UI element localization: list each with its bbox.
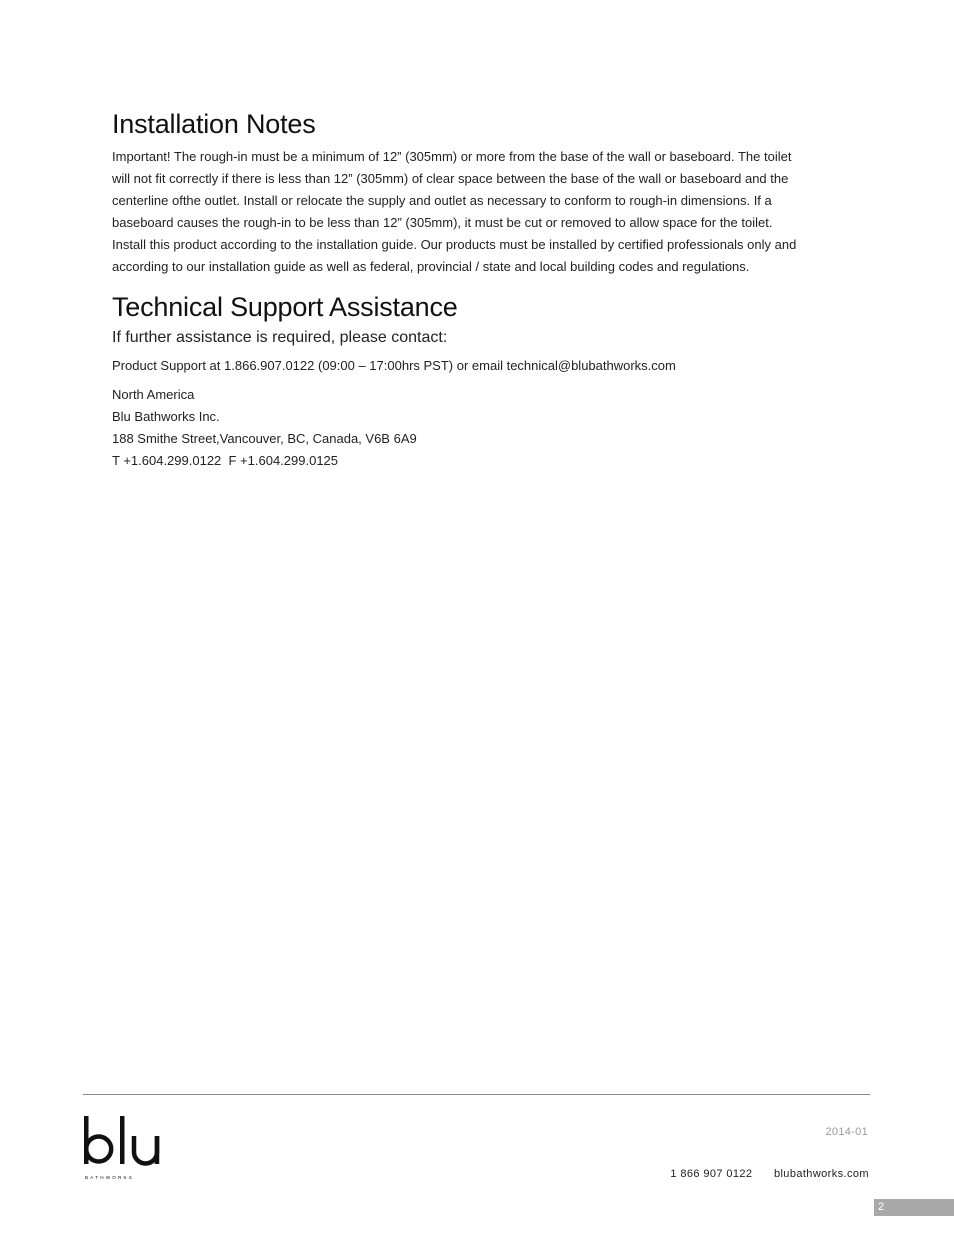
- footer-website-link[interactable]: blubathworks.com: [773, 1168, 869, 1180]
- installation-line: Install this product according to the installation guide. Our products must be installed by certified professionals only and: [112, 237, 797, 252]
- installation-line: will not fit correctly if there is less than 12” (305mm) of clear space between the base of the wall or baseboard and the: [112, 171, 789, 186]
- page-number-tab: 2: [874, 1199, 954, 1216]
- installation-notes-body: [112, 146, 842, 278]
- address-street: 188 Smithe Street,Vancouver, BC, Canada, V6B 6A9: [112, 431, 417, 446]
- footer-divider: [83, 1094, 870, 1095]
- installation-notes-heading: Installation Notes: [112, 109, 316, 139]
- support-subtitle: If further assistance is required, please contact:: [112, 329, 448, 346]
- address-phone-fax: T +1.604.299.0122 F +1.604.299.0125: [112, 453, 339, 468]
- installation-line: centerline ofthe outlet. Install or relocate the supply and outlet as necessary to conform to rough-in dimensions. If a: [112, 193, 772, 208]
- contact-address: [112, 384, 842, 472]
- blu-bathworks-logo: [83, 1116, 163, 1180]
- main-content: [112, 108, 842, 472]
- footer-contact: [670, 1168, 869, 1180]
- footer-phone: 1 866 907 0122: [670, 1168, 753, 1180]
- product-support-line: Product Support at 1.866.907.0122 (09:00 – 17:00hrs PST) or email technical@blubathworks.com: [112, 358, 676, 373]
- address-region: North America: [112, 387, 195, 402]
- logo-subtext: BATHWORKS: [85, 1175, 135, 1180]
- technical-support-heading: Technical Support Assistance: [112, 292, 458, 322]
- installation-line: baseboard causes the rough-in to be less than 12” (305mm), it must be cut or removed to allow space for the toilet.: [112, 215, 773, 230]
- address-company: Blu Bathworks Inc.: [112, 409, 220, 424]
- installation-line: Important! The rough-in must be a minimum of 12” (305mm) or more from the base of the wall or baseboard. The toilet: [112, 149, 792, 164]
- document-date: 2014-01: [825, 1126, 868, 1138]
- installation-line: according to our installation guide as well as federal, provincial / state and local building codes and regulations.: [112, 259, 750, 274]
